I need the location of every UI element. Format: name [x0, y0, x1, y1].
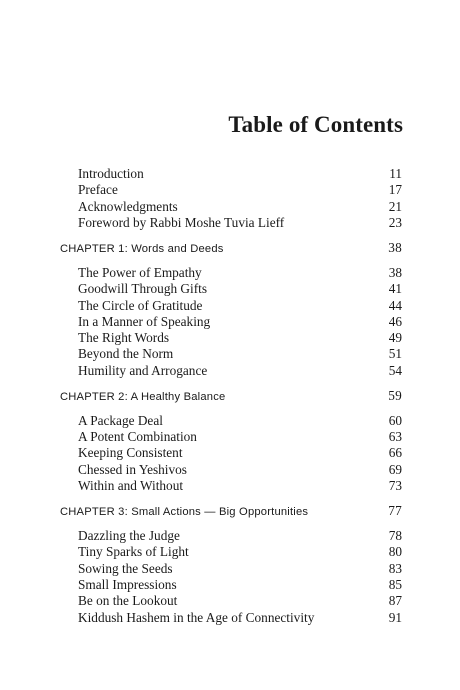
toc-entry-label: Acknowledgments	[78, 198, 178, 214]
toc-entry-page: 17	[388, 182, 402, 198]
toc-entry-label: Preface	[78, 182, 118, 198]
chapter-heading-label: CHAPTER 3: Small Actions — Big Opportunities	[60, 506, 309, 519]
toc-entry	[60, 593, 402, 609]
toc-entry-label: Dazzling the Judge	[78, 528, 180, 544]
toc-entry-page: 60	[388, 412, 402, 428]
toc-entry-page: 46	[388, 313, 402, 329]
toc-entry-label: Humility and Arrogance	[78, 362, 208, 378]
toc-entry-label: The Power of Empathy	[78, 264, 202, 280]
toc-entry-page: 63	[388, 429, 402, 445]
toc-entry-label: The Right Words	[78, 330, 170, 346]
toc-entry	[60, 478, 402, 494]
toc-entry-label: Goodwill Through Gifts	[78, 281, 208, 297]
toc-entry	[60, 330, 402, 346]
toc-entry	[60, 561, 402, 577]
chapter-heading-page: 77	[388, 503, 402, 519]
toc-entry	[60, 544, 402, 560]
toc-entry-label: Kiddush Hashem in the Age of Connectivity	[78, 609, 315, 625]
toc-entry-label: Keeping Consistent	[78, 445, 183, 461]
toc-entry-page: 44	[388, 297, 402, 313]
toc-entry	[60, 265, 402, 281]
toc-entry	[60, 346, 402, 362]
toc-entry-label: The Circle of Gratitude	[78, 297, 203, 313]
toc-entry-label: Within and Without	[78, 478, 184, 494]
toc-entry-page: 83	[388, 560, 402, 576]
toc-entry-page: 11	[389, 166, 402, 181]
toc-entry-page: 91	[388, 609, 402, 625]
toc-entry-label: Tiny Sparks of Light	[78, 544, 189, 560]
toc-entry	[60, 577, 402, 593]
toc-entry-page: 23	[388, 214, 402, 230]
chapter-heading-label: CHAPTER 2: A Healthy Balance	[60, 391, 226, 404]
toc-entry	[60, 166, 402, 182]
toc-entry-page: 49	[388, 330, 402, 346]
toc-entry	[60, 298, 402, 314]
toc-entry-label: A Package Deal	[78, 412, 163, 428]
toc-entry-page: 80	[388, 544, 402, 560]
toc-entry-page: 41	[388, 281, 402, 297]
toc-entry-page: 66	[388, 445, 402, 461]
toc-entry	[60, 462, 402, 478]
toc-entry-page: 54	[388, 362, 402, 378]
toc-entry-page: 69	[388, 461, 402, 477]
toc-entry-page: 73	[388, 478, 402, 494]
toc-entry-label: Be on the Lookout	[78, 593, 178, 609]
toc-entry	[60, 182, 402, 198]
toc-entry-page: 87	[388, 593, 402, 609]
toc-entry-label: A Potent Combination	[78, 429, 197, 445]
chapter-heading-label: CHAPTER 1: Words and Deeds	[60, 243, 224, 256]
toc-entry-page: 78	[388, 528, 402, 544]
toc-entry	[60, 610, 402, 626]
toc-entry	[60, 528, 402, 544]
toc-entry-page: 21	[388, 198, 402, 214]
toc-entry	[60, 363, 402, 379]
chapter-heading	[60, 388, 402, 404]
toc-entry	[60, 445, 402, 461]
toc-entry-label: Foreword by Rabbi Moshe Tuvia Lieff	[78, 214, 285, 230]
toc-entry	[60, 199, 402, 215]
toc-entry	[60, 429, 402, 445]
toc-entry-label: In a Manner of Speaking	[78, 313, 211, 329]
toc-entry-label: Sowing the Seeds	[78, 560, 173, 576]
chapter-heading-page: 59	[388, 388, 402, 404]
chapter-heading	[60, 503, 402, 519]
toc-list	[60, 166, 402, 626]
toc-entry-label: Beyond the Norm	[78, 346, 174, 362]
toc-entry	[60, 281, 402, 297]
toc-entry	[60, 314, 402, 330]
toc-entry	[60, 413, 402, 429]
toc-entry-label: Chessed in Yeshivos	[78, 461, 187, 477]
page-title: Table of Contents	[228, 112, 403, 137]
toc-entry-page: 51	[388, 346, 402, 362]
chapter-heading	[60, 240, 402, 256]
toc-entry	[60, 215, 402, 231]
chapter-heading-page: 38	[388, 240, 402, 256]
toc-entry-label: Introduction	[78, 166, 144, 181]
toc-entry-label: Small Impressions	[78, 577, 177, 593]
toc-entry-page: 85	[388, 577, 402, 593]
toc-entry-page: 38	[388, 264, 402, 280]
